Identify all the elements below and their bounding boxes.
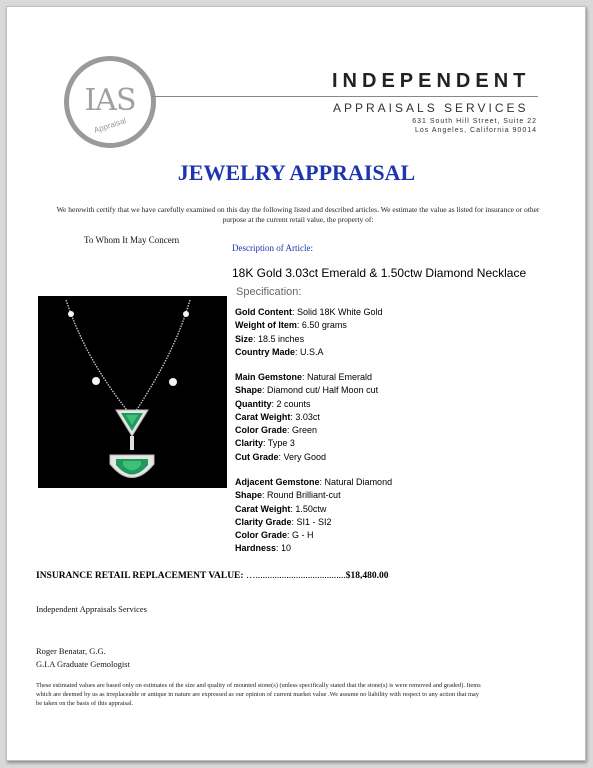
header-rule — [152, 96, 538, 97]
description-label: Description of Article: — [232, 243, 313, 253]
spec-row: Shape: Diamond cut/ Half Moon cut — [235, 385, 379, 396]
signer-name: Roger Benatar, G.G. — [36, 646, 106, 656]
page-title: JEWELRY APPRAISAL — [177, 160, 416, 185]
spec-row: Clarity: Type 3 — [235, 438, 295, 449]
necklace-illustration — [38, 296, 227, 488]
spec-row: Carat Weight: 1.50ctw — [235, 503, 327, 514]
company-name: INDEPENDENT — [332, 70, 531, 92]
spec-group-metal — [235, 306, 383, 359]
specification-label: Specification: — [236, 286, 302, 298]
spec-row: Country Made: U.S.A — [235, 346, 324, 357]
replacement-value-label: INSURANCE RETAIL REPLACEMENT VALUE: — [36, 571, 244, 581]
signer-title: G.I.A Graduate Gemologist — [36, 659, 130, 669]
certification-text: We herewith certify that we have carefully examined on this day the following listed and described articles. We estimate the value as listed for insurance or other purpose at the current retail value, the property of: — [56, 205, 540, 224]
spec-row: Color Grade: Green — [235, 425, 318, 436]
spec-row: Gold Content: Solid 18K White Gold — [235, 307, 383, 317]
spec-row: Hardness: 10 — [235, 543, 292, 554]
company-logo — [64, 56, 156, 148]
recipient: To Whom It May Concern — [84, 235, 180, 245]
replacement-value — [36, 571, 388, 581]
replacement-value-dots: …...................................... — [245, 571, 346, 581]
spec-row: Clarity Grade: SI1 - SI2 — [235, 516, 332, 527]
spec-row: Size: 18.5 inches — [235, 333, 305, 344]
logo-letters: IAS — [84, 83, 136, 118]
spec-row: Carat Weight: 3.03ct — [235, 411, 320, 422]
spec-row: Weight of Item: 6.50 grams — [235, 320, 347, 331]
address-line-2: Los Angeles, California 90014 — [414, 127, 537, 134]
address-line-1: 631 South Hill Street, Suite 22 — [412, 118, 537, 125]
spec-group-adjacent-gemstone — [235, 476, 392, 556]
signing-company: Independent Appraisals Services — [36, 604, 147, 614]
spec-row: Main Gemstone: Natural Emerald — [235, 372, 373, 382]
spec-group-main-gemstone — [235, 371, 378, 464]
replacement-value-amount: $18,480.00 — [345, 571, 389, 581]
necklace-photo — [38, 296, 227, 488]
spec-row: Shape: Round Brilliant-cut — [235, 490, 341, 501]
logo-subtext: Appraisal — [92, 116, 128, 135]
spec-row: Cut Grade: Very Good — [235, 451, 327, 462]
item-title: 18K Gold 3.03ct Emerald & 1.50ctw Diamond Necklace — [232, 266, 527, 280]
spec-row: Quantity: 2 counts — [235, 398, 311, 409]
spec-row: Adjacent Gemstone: Natural Diamond — [235, 477, 393, 487]
spec-row: Color Grade: G - H — [235, 530, 314, 541]
company-subtitle: APPRAISALS SERVICES — [333, 101, 529, 115]
disclaimer-text: These estimated values are based only on estimates of the size and quality of mounted stone(s) (unless specifically stated that the stone(s) is were removed and graded). Items which are deemed by us as irreplaceable or antique in nature are expressed as our opinion of current market value .We assume no liability with respect to any action that may be taken on the basis of this appraisal. — [36, 682, 481, 707]
signer-block — [36, 645, 130, 671]
